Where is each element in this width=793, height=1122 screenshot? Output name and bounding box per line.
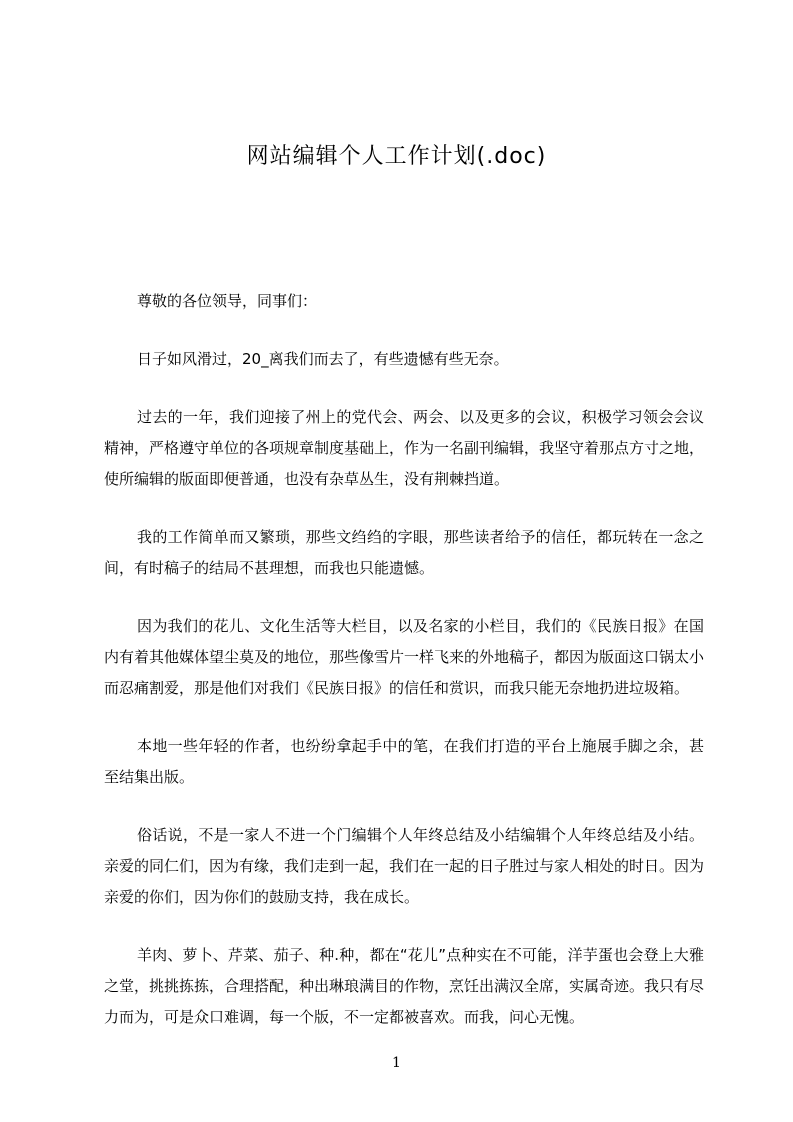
body-paragraph: 过去的一年，我们迎接了州上的党代会、两会、以及更多的会议，积极学习领会会议精神，严格遵守单位的各项规章制度基础上，作为一名副刊编辑，我坚守着那点方寸之地，使所编辑的版面即便普通，也没有杂草丛生，没有荆棘挡道。 bbox=[104, 408, 705, 488]
greeting-paragraph: 尊敬的各位领导，同事们： bbox=[137, 292, 318, 310]
document-body bbox=[104, 286, 704, 1060]
body-paragraph: 俗话说，不是一家人不进一个门编辑个人年终总结及小结编辑个人年终总结及小结。亲爱的同仁们，因为有缘，我们走到一起，我们在一起的日子胜过与家人相处的时日。因为亲爱的你们，因为你们的鼓励支持，我在成长。 bbox=[104, 826, 705, 906]
page-number: 1 bbox=[392, 1055, 401, 1071]
body-paragraph: 羊肉、萝卜、芹菜、茄子、种.种，都在“花儿”点种实在不可能，洋芋蛋也会登上大雅之堂，挑挑拣拣，合理搭配，种出琳琅满目的作物，烹饪出满汉全席，实属奇迹。我只有尽力而为，可是众口难调，每一个版，不一定都被喜欢。而我，问心无愧。 bbox=[104, 946, 705, 1026]
body-paragraph: 日子如风滑过，20_离我们而去了，有些遗憾有些无奈。 bbox=[137, 350, 509, 368]
body-paragraph: 因为我们的花儿、文化生活等大栏目，以及名家的小栏目，我们的《民族日报》在国内有着其他媒体望尘莫及的地位，那些像雪片一样飞来的外地稿子，都因为版面这口锅太小而忍痛割爱，那是他们对我们《民族日报》的信任和赏识，而我只能无奈地扔进垃圾箱。 bbox=[104, 617, 705, 697]
body-paragraph: 本地一些年轻的作者，也纷纷拿起手中的笔，在我们打造的平台上施展手脚之余，甚至结集出版。 bbox=[104, 737, 704, 786]
body-paragraph: 我的工作简单而又繁琐，那些文绉绉的字眼，那些读者给予的信任，都玩转在一念之间，有时稿子的结局不甚理想，而我也只能遗憾。 bbox=[104, 528, 704, 577]
document-title: 网站编辑个人工作计划(.doc) bbox=[246, 144, 547, 169]
